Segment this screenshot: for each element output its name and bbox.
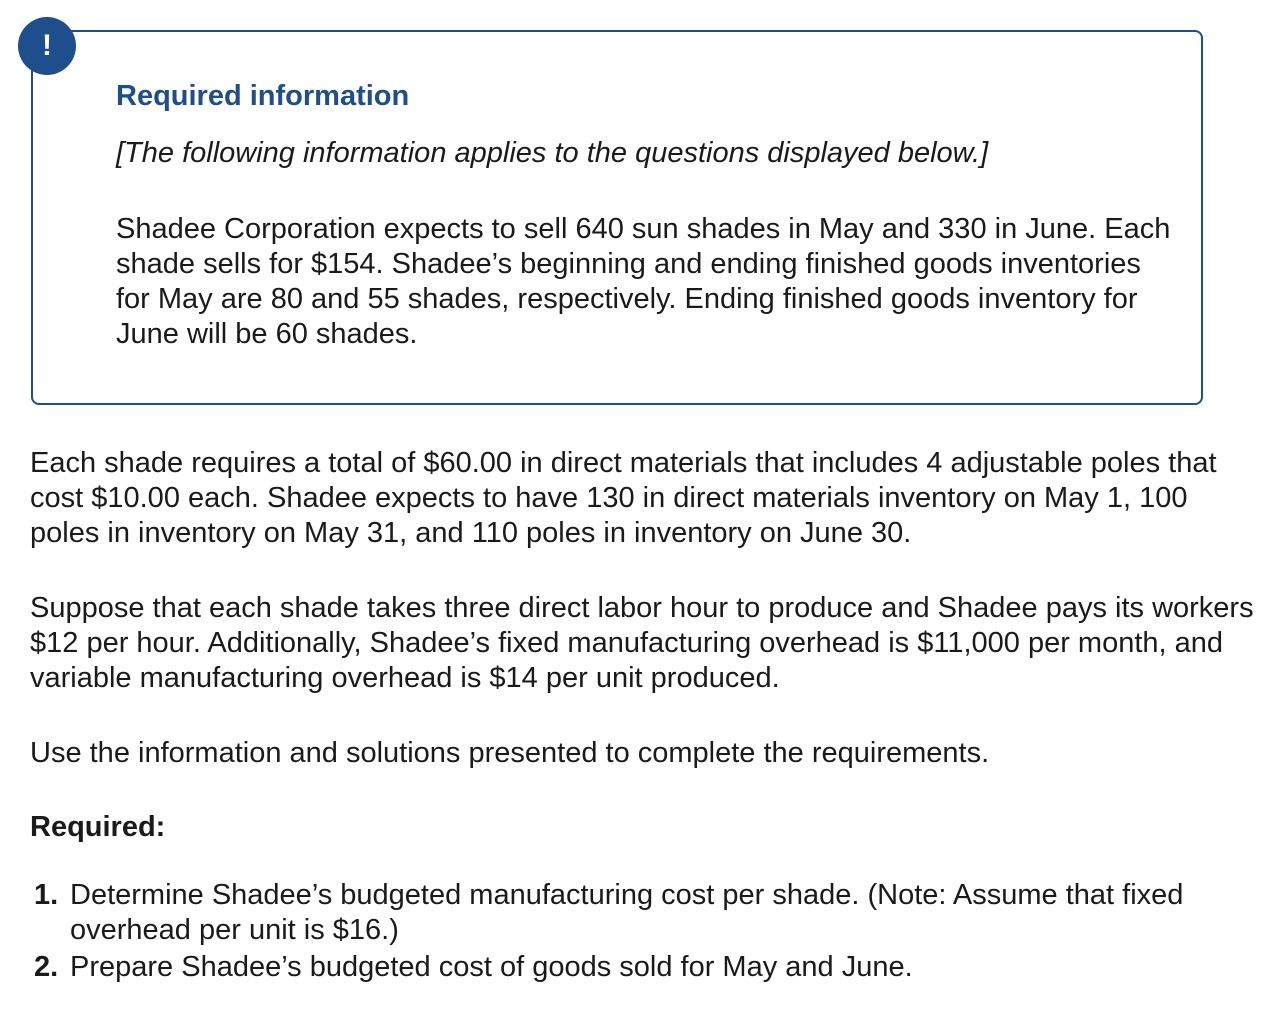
paragraph-instructions: Use the information and solutions presented to complete the requirements. xyxy=(30,737,990,769)
list-item xyxy=(30,950,1230,985)
list-item-number: 1. xyxy=(34,879,59,911)
list-item-text: Determine Shadee’s budgeted manufacturing cost per shade. (Note: Assume that fixed overhead per unit is $16.) xyxy=(70,879,1184,946)
exclamation-icon: ! xyxy=(18,17,76,75)
list-item xyxy=(30,878,1230,948)
required-list xyxy=(30,878,1230,985)
info-body: Shadee Corporation expects to sell 640 sun shades in May and 330 in June. Each shade sells for $154. Shadee’s beginning and ending finished goods inventories for May are 80 and 55 shades, respectively. Ending finished goods inventory for June will be 60 shades. xyxy=(116,213,1171,350)
list-item-text: Prepare Shadee’s budgeted cost of goods sold for May and June. xyxy=(70,951,913,983)
info-title: Required information xyxy=(116,80,410,112)
required-heading: Required: xyxy=(30,811,166,843)
list-item-number: 2. xyxy=(34,951,59,983)
info-subtitle: [The following information applies to the questions displayed below.] xyxy=(116,137,989,169)
paragraph-materials: Each shade requires a total of $60.00 in direct materials that includes 4 adjustable poles that cost $10.00 each. Shadee expects to have 130 in direct materials inventory on May 1, 100 poles in inventory on May 31, and 110 poles in inventory on June 30. xyxy=(30,447,1217,549)
paragraph-labor-overhead: Suppose that each shade takes three direct labor hour to produce and Shadee pays its workers $12 per hour. Additionally, Shadee’s fixed manufacturing overhead is $11,000 per month, and variable manufacturing overhead is $14 per unit produced. xyxy=(30,592,1254,694)
